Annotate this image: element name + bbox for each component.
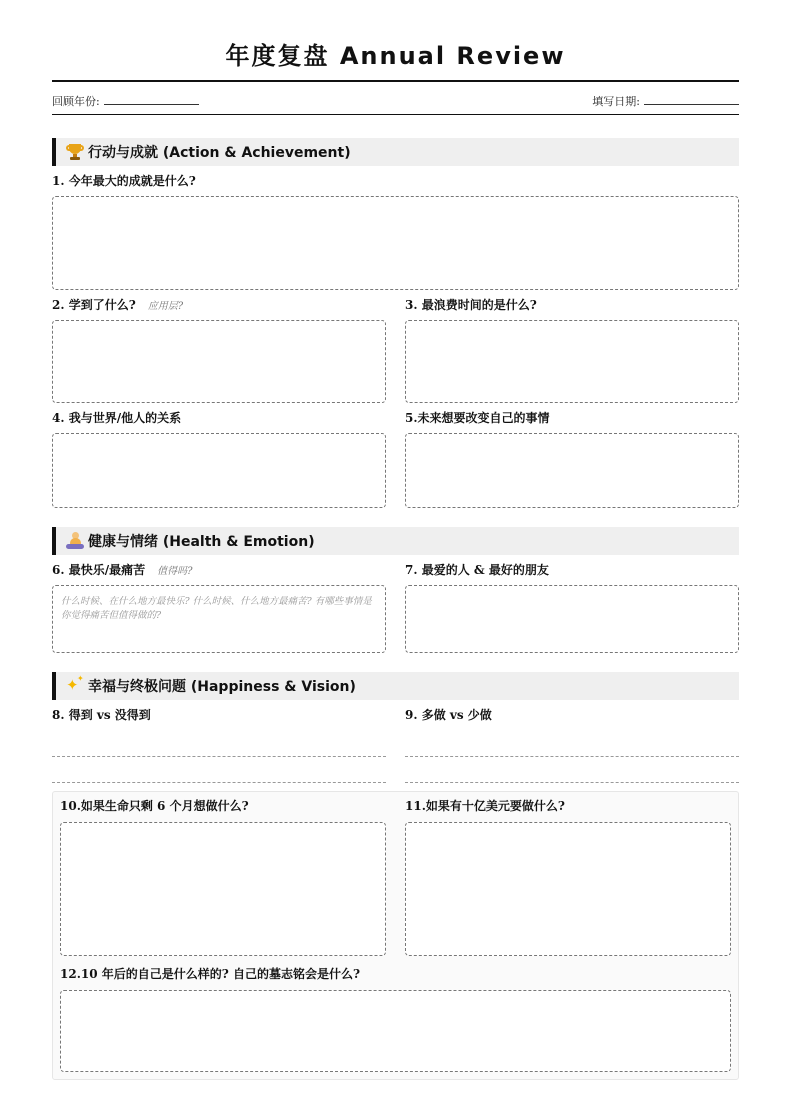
question-8-answer-line-1[interactable] [52, 756, 386, 757]
question-6-hint: 值得吗? [157, 566, 193, 577]
question-11-answer-box[interactable] [405, 822, 731, 956]
sparkles-icon: ✦ ✦ [66, 674, 84, 694]
question-11-text: 11.如果有十亿美元要做什么? [405, 799, 565, 813]
fill-date-label: 填写日期: [592, 95, 640, 108]
question-5-text: 5.未来想要改变自己的事情 [405, 411, 550, 425]
question-7-label [405, 562, 549, 578]
question-10-text: 10.如果生命只剩 6 个月想做什么? [60, 799, 249, 813]
section-action-title: 行动与成就 (Action & Achievement) [88, 145, 351, 161]
question-2-answer-box[interactable] [52, 320, 386, 403]
question-2-text: 2. 学到了什么? [52, 298, 136, 312]
question-6-text: 6. 最快乐/最痛苦 [52, 563, 146, 577]
question-7-text: 7. 最爱的人 & 最好的朋友 [405, 563, 549, 577]
question-7-answer-box[interactable] [405, 585, 739, 653]
question-6-answer-box[interactable] [52, 585, 386, 653]
question-1-label [52, 173, 196, 189]
question-9-answer-line-1[interactable] [405, 756, 739, 757]
question-9-label [405, 707, 492, 723]
question-6-placeholder: 什么时候、在什么地方最快乐? 什么时候、什么地方最痛苦? 有哪些事情是你觉得痛苦但值得做的? [61, 596, 372, 621]
question-8-label [52, 707, 151, 723]
meditation-icon [66, 532, 84, 550]
review-year-label: 回顾年份: [52, 95, 100, 108]
question-10-answer-box[interactable] [60, 822, 386, 956]
question-4-label [52, 410, 181, 426]
section-health-title: 健康与情绪 (Health & Emotion) [88, 534, 315, 550]
question-12-label [60, 966, 360, 982]
question-12-text: 12.10 年后的自己是什么样的? 自己的墓志铭会是什么? [60, 967, 360, 981]
section-health-header [52, 527, 739, 555]
fill-date-blank[interactable] [644, 95, 739, 105]
section-action-header [52, 138, 739, 166]
review-year-blank[interactable] [104, 95, 199, 105]
question-4-text: 4. 我与世界/他人的关系 [52, 411, 182, 425]
review-year-field[interactable] [52, 94, 199, 110]
question-9-answer-line-2[interactable] [405, 782, 739, 783]
question-10-label [60, 798, 249, 814]
question-5-answer-box[interactable] [405, 433, 739, 508]
question-8-text: 8. 得到 vs 没得到 [52, 708, 151, 722]
page-title: 年度复盘 Annual Review [225, 42, 566, 70]
question-4-answer-box[interactable] [52, 433, 386, 508]
trophy-icon [66, 143, 84, 161]
section-happiness-title: 幸福与终极问题 (Happiness & Vision) [88, 679, 356, 695]
question-6-label [52, 562, 192, 580]
question-3-answer-box[interactable] [405, 320, 739, 403]
question-1-text: 1. 今年最大的成就是什么? [52, 174, 196, 188]
question-3-label [405, 297, 537, 313]
question-12-answer-box[interactable] [60, 990, 731, 1072]
question-1-answer-box[interactable] [52, 196, 739, 290]
question-2-label [52, 297, 183, 315]
title-divider [52, 80, 739, 82]
question-3-text: 3. 最浪费时间的是什么? [405, 298, 537, 312]
question-11-label [405, 798, 565, 814]
question-5-label [405, 410, 550, 426]
header-divider [52, 114, 739, 115]
question-9-text: 9. 多做 vs 少做 [405, 708, 492, 722]
question-2-hint: 应用层? [147, 301, 184, 312]
question-8-answer-line-2[interactable] [52, 782, 386, 783]
fill-date-field[interactable] [592, 94, 739, 110]
section-happiness-header [52, 672, 739, 700]
